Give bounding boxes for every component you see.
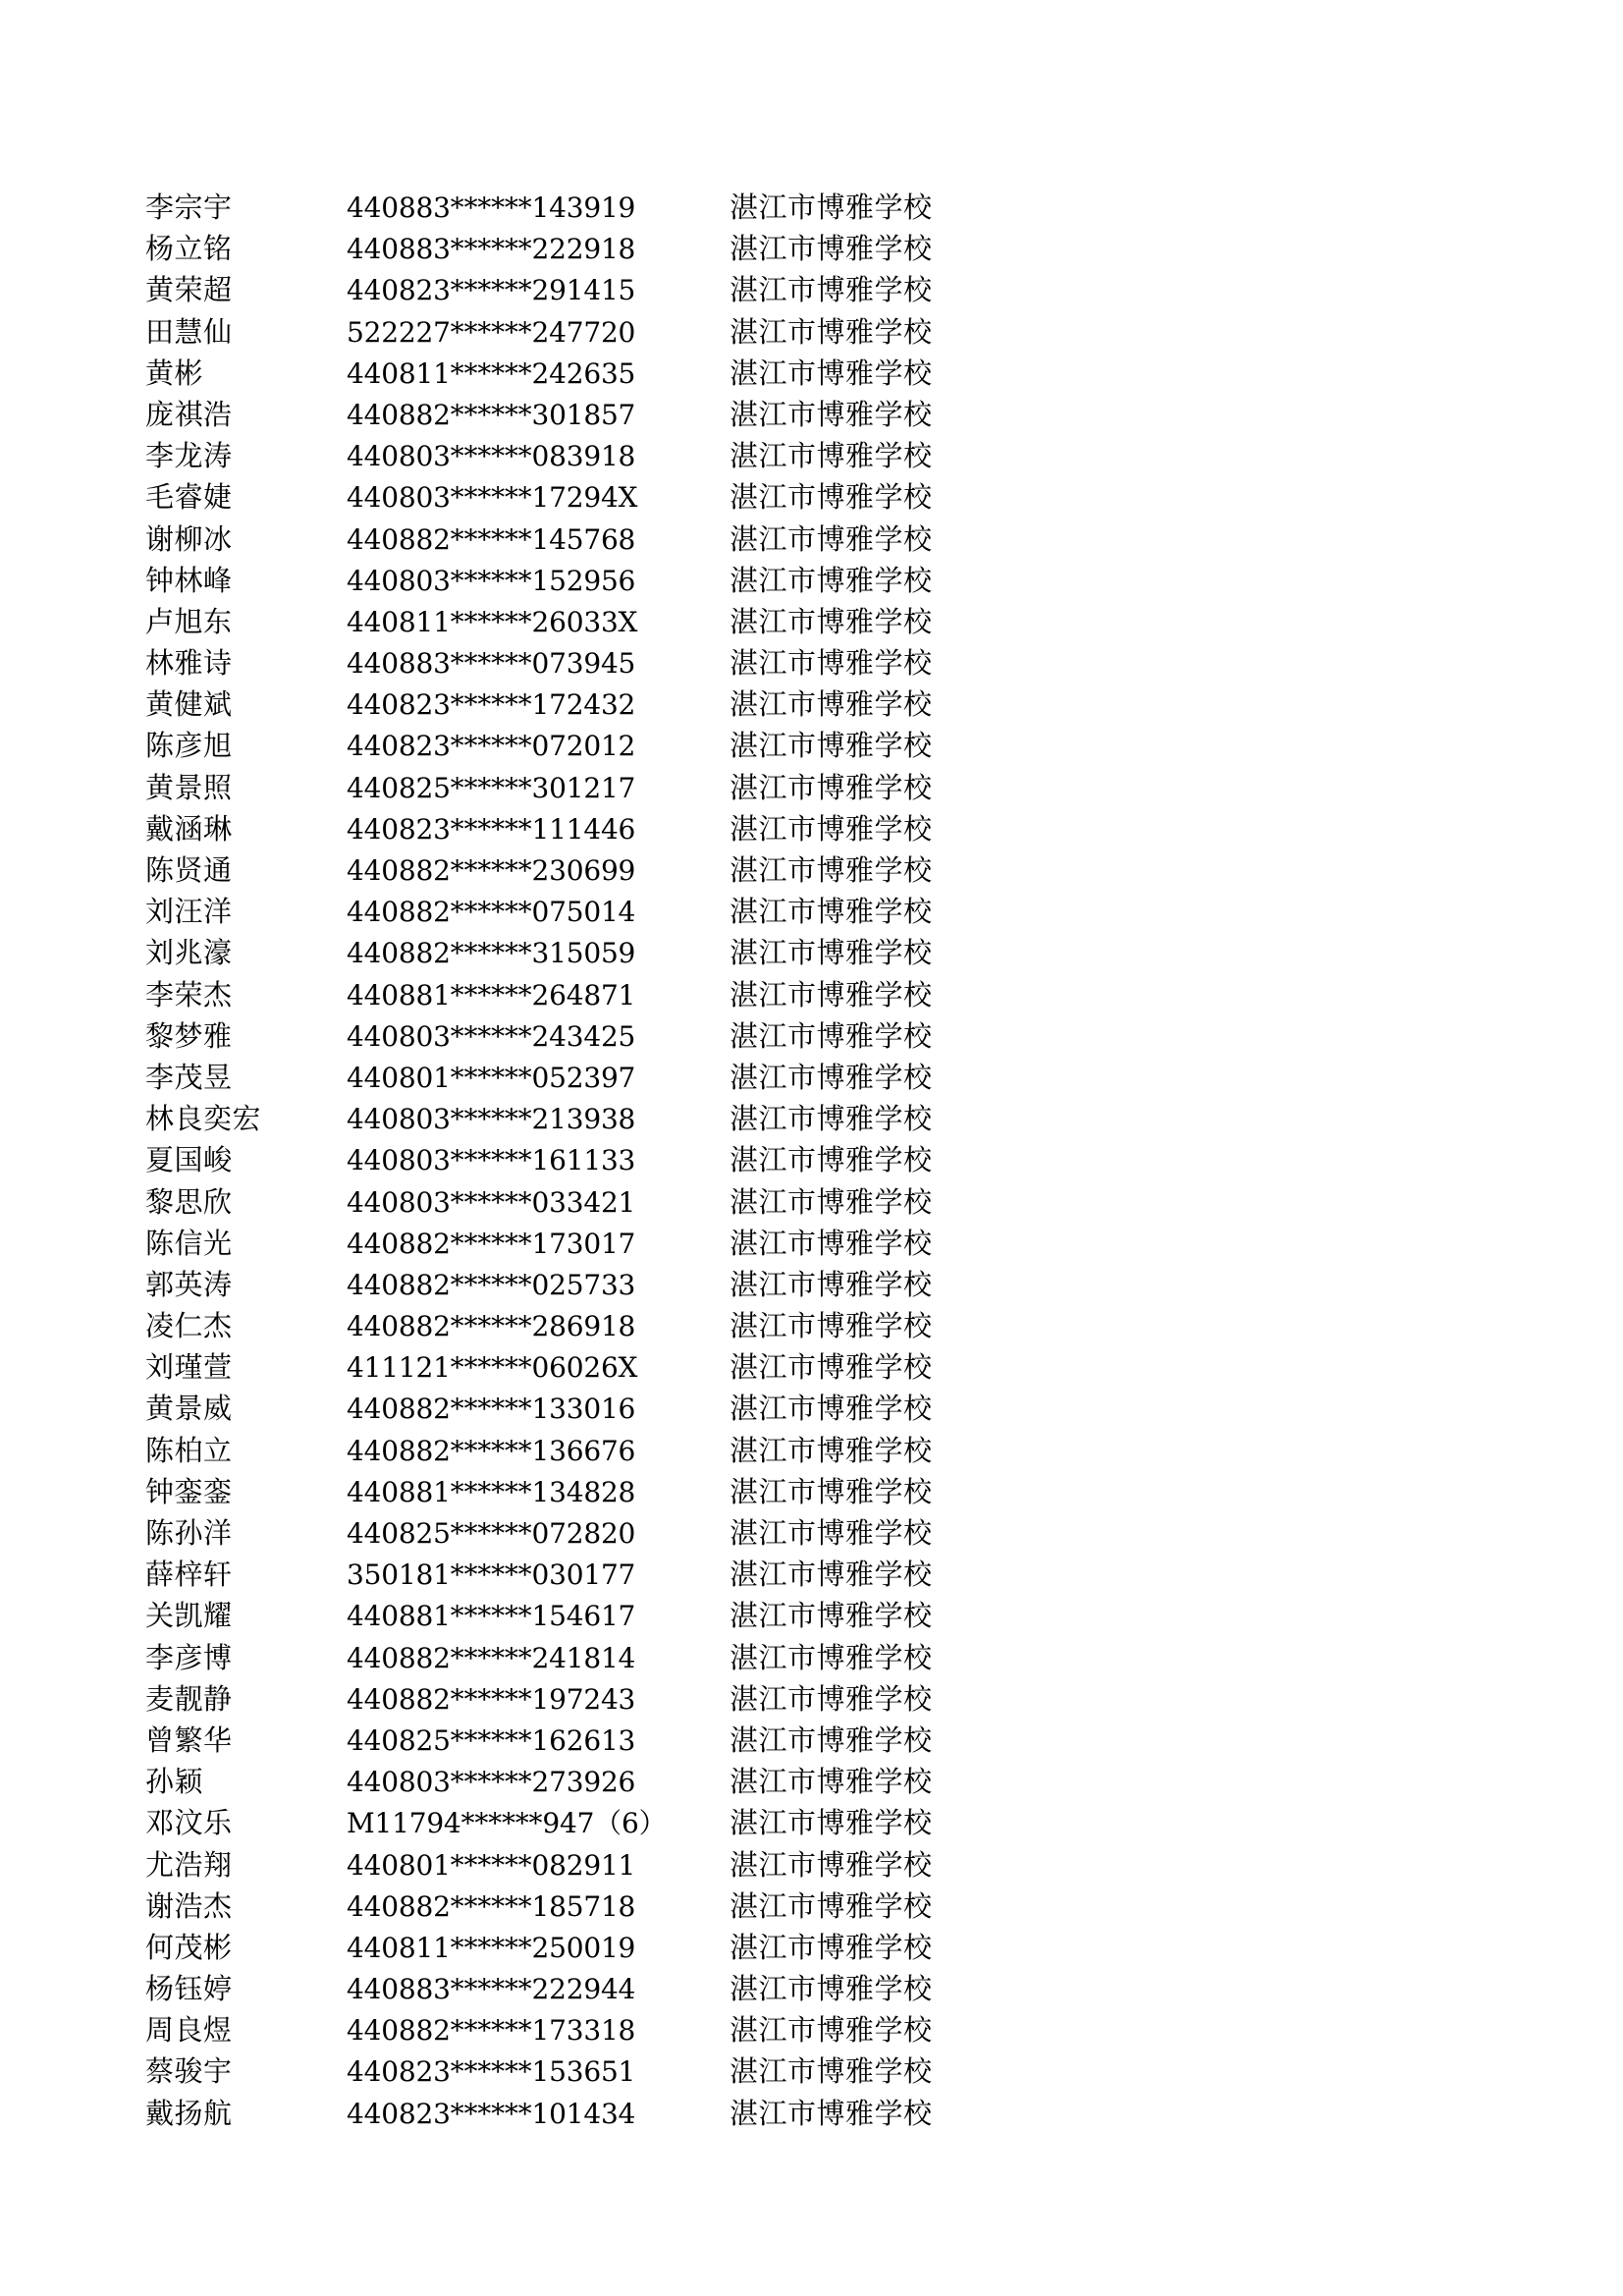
student-id-number: 440811******242635 [347, 356, 636, 390]
table-row [145, 228, 980, 269]
student-id-number: 440823******172432 [347, 688, 636, 722]
table-row [145, 476, 980, 518]
student-name: 黎梦雅 [145, 1018, 233, 1053]
student-name: 麦靓静 [145, 1681, 233, 1716]
student-school: 湛江市博雅学校 [730, 397, 933, 431]
student-school: 湛江市博雅学校 [730, 355, 933, 390]
student-id-number: 440883******222944 [347, 1973, 636, 2006]
table-row [145, 269, 980, 310]
table-row [145, 849, 980, 891]
student-name: 钟林峰 [145, 563, 233, 597]
student-school: 湛江市博雅学校 [730, 2096, 933, 2130]
student-school: 湛江市博雅学校 [730, 1018, 933, 1053]
student-id-number: 440803******273926 [347, 1766, 636, 1799]
student-name: 尤浩翔 [145, 1847, 233, 1882]
student-name: 黎思欣 [145, 1184, 233, 1219]
table-row [145, 1388, 980, 1429]
table-row [145, 560, 980, 601]
student-id-number: 440882******133016 [347, 1393, 636, 1426]
student-id-number: 440882******173318 [347, 2014, 636, 2048]
table-row [145, 311, 980, 353]
student-school: 湛江市博雅学校 [730, 604, 933, 638]
student-name: 孙颖 [145, 1765, 204, 1799]
table-row [145, 767, 980, 808]
table-row [145, 394, 980, 435]
student-school: 湛江市博雅学校 [730, 853, 933, 887]
student-name: 黄彬 [145, 355, 204, 390]
student-school: 湛江市博雅学校 [730, 563, 933, 597]
student-name: 戴涵琳 [145, 811, 233, 846]
student-school: 湛江市博雅学校 [730, 480, 933, 515]
student-id-number: 440825******301217 [347, 771, 636, 804]
table-row [145, 353, 980, 394]
table-row [145, 1720, 980, 1761]
student-id-number: 440803******243425 [347, 1019, 636, 1053]
table-row [145, 1844, 980, 1886]
table-row [145, 435, 980, 476]
table-row [145, 1761, 980, 1802]
student-school: 湛江市博雅学校 [730, 1722, 933, 1757]
student-name: 卢旭东 [145, 604, 233, 638]
student-name: 李茂昱 [145, 1060, 233, 1094]
student-school: 湛江市博雅学校 [730, 1930, 933, 1964]
student-id-number: 440882******197243 [347, 1682, 636, 1716]
student-name: 杨钰婷 [145, 1972, 233, 2006]
student-id-number: 440883******073945 [347, 647, 636, 681]
student-name: 林雅诗 [145, 646, 233, 681]
student-id-number: 440882******230699 [347, 854, 636, 887]
student-id-number: 440882******075014 [347, 896, 636, 929]
student-name: 黄景威 [145, 1392, 233, 1426]
student-school: 湛江市博雅学校 [730, 1681, 933, 1716]
student-name: 何茂彬 [145, 1930, 233, 1964]
student-id-number: 440881******134828 [347, 1475, 636, 1508]
student-school: 湛江市博雅学校 [730, 314, 933, 349]
student-name: 谢浩杰 [145, 1888, 233, 1923]
student-name: 刘瑾萱 [145, 1350, 233, 1385]
student-name: 陈信光 [145, 1226, 233, 1260]
student-name: 黄景照 [145, 770, 233, 804]
student-school: 湛江市博雅学校 [730, 1392, 933, 1426]
student-school: 湛江市博雅学校 [730, 936, 933, 970]
student-id-number: 440803******033421 [347, 1185, 636, 1219]
student-school: 湛江市博雅学校 [730, 1433, 933, 1467]
student-school: 湛江市博雅学校 [730, 1184, 933, 1219]
student-school: 湛江市博雅学校 [730, 1267, 933, 1301]
student-school: 湛江市博雅学校 [730, 439, 933, 473]
student-name: 杨立铭 [145, 232, 233, 266]
student-id-number: 440881******154617 [347, 1600, 636, 1633]
table-row [145, 519, 980, 560]
student-id-number: 440803******152956 [347, 564, 636, 597]
student-name: 凌仁杰 [145, 1309, 233, 1343]
student-id-number: 440803******213938 [347, 1103, 636, 1136]
student-id-number: 440811******26033X [347, 605, 638, 638]
student-name: 薛梓轩 [145, 1558, 233, 1592]
student-school: 湛江市博雅学校 [730, 1143, 933, 1177]
student-school: 湛江市博雅学校 [730, 1558, 933, 1592]
student-school: 湛江市博雅学校 [730, 273, 933, 307]
student-id-number: 440883******222918 [347, 233, 636, 266]
student-school: 湛江市博雅学校 [730, 1226, 933, 1260]
student-school: 湛江市博雅学校 [730, 1806, 933, 1840]
student-school: 湛江市博雅学校 [730, 1309, 933, 1343]
table-row [145, 1927, 980, 1968]
student-school: 湛江市博雅学校 [730, 2013, 933, 2048]
table-row [145, 2093, 980, 2134]
student-name: 李宗宇 [145, 191, 233, 224]
student-id-number: 440882******241814 [347, 1641, 636, 1674]
table-row [145, 1223, 980, 1264]
student-name: 关凯耀 [145, 1599, 233, 1633]
student-id-number: 440823******153651 [347, 2055, 636, 2089]
student-school: 湛江市博雅学校 [730, 1350, 933, 1385]
student-id-number: 440823******101434 [347, 2097, 636, 2130]
student-id-number: 522227******247720 [347, 315, 636, 349]
table-row [145, 683, 980, 725]
student-id-number: 350181******030177 [347, 1558, 636, 1592]
table-row [145, 1968, 980, 2009]
student-name: 夏国峻 [145, 1143, 233, 1177]
student-name: 钟銮銮 [145, 1474, 233, 1508]
table-row [145, 1346, 980, 1388]
table-row [145, 891, 980, 932]
table-row [145, 601, 980, 642]
student-id-number: 440825******162613 [347, 1723, 636, 1757]
student-id-number: 440882******286918 [347, 1310, 636, 1343]
student-id-number: M11794******947（6） [347, 1807, 667, 1840]
student-id-number: 440881******264871 [347, 978, 636, 1011]
student-name: 李荣杰 [145, 977, 233, 1011]
student-id-number: 440801******082911 [347, 1848, 636, 1882]
table-row [145, 932, 980, 973]
student-id-number: 440811******250019 [347, 1931, 636, 1964]
student-school: 湛江市博雅学校 [730, 1516, 933, 1550]
student-school: 湛江市博雅学校 [730, 977, 933, 1011]
table-row [145, 1802, 980, 1843]
student-name: 邓汶乐 [145, 1806, 233, 1840]
student-id-number: 440882******185718 [347, 1889, 636, 1923]
student-id-number: 440803******083918 [347, 440, 636, 473]
student-school: 湛江市博雅学校 [730, 646, 933, 681]
table-row [145, 642, 980, 683]
student-school: 湛江市博雅学校 [730, 1972, 933, 2006]
student-id-number: 440803******17294X [347, 481, 638, 515]
table-row [145, 1181, 980, 1223]
table-row [145, 1305, 980, 1346]
student-school: 湛江市博雅学校 [730, 1888, 933, 1923]
table-row [145, 1139, 980, 1180]
table-row [145, 1471, 980, 1512]
student-id-number: 440882******025733 [347, 1268, 636, 1301]
table-row [145, 808, 980, 849]
student-id-number: 440883******143919 [347, 191, 636, 224]
table-row [145, 1098, 980, 1139]
student-school: 湛江市博雅学校 [730, 1060, 933, 1094]
table-row [145, 187, 980, 228]
student-school: 湛江市博雅学校 [730, 729, 933, 763]
student-id-number: 440803******161133 [347, 1144, 636, 1177]
student-name: 李彦博 [145, 1640, 233, 1674]
student-name: 陈彦旭 [145, 729, 233, 763]
student-school: 湛江市博雅学校 [730, 521, 933, 556]
student-id-number: 440882******173017 [347, 1227, 636, 1260]
student-school: 湛江市博雅学校 [730, 770, 933, 804]
table-row [145, 1637, 980, 1678]
student-school: 湛江市博雅学校 [730, 1474, 933, 1508]
student-id-number: 440825******072820 [347, 1517, 636, 1550]
student-id-number: 411121******06026X [347, 1351, 638, 1385]
student-school: 湛江市博雅学校 [730, 1847, 933, 1882]
student-name: 田慧仙 [145, 314, 233, 349]
student-name: 戴扬航 [145, 2096, 233, 2130]
table-row [145, 1595, 980, 1636]
student-id-number: 440882******136676 [347, 1434, 636, 1467]
table-row [145, 2009, 980, 2050]
student-school: 湛江市博雅学校 [730, 2054, 933, 2089]
student-id-number: 440823******291415 [347, 274, 636, 307]
student-name: 黄健斌 [145, 687, 233, 722]
student-name: 陈孙洋 [145, 1516, 233, 1550]
student-school: 湛江市博雅学校 [730, 811, 933, 846]
student-name: 郭英涛 [145, 1267, 233, 1301]
table-row [145, 1264, 980, 1305]
student-school: 湛江市博雅学校 [730, 687, 933, 722]
student-name: 毛睿婕 [145, 480, 233, 515]
student-school: 湛江市博雅学校 [730, 895, 933, 929]
student-name: 刘汪洋 [145, 895, 233, 929]
student-school: 湛江市博雅学校 [730, 191, 933, 224]
student-id-number: 440823******072012 [347, 730, 636, 763]
table-row [145, 1554, 980, 1595]
student-roster-table [145, 187, 980, 2134]
table-row [145, 1015, 980, 1057]
student-id-number: 440882******145768 [347, 522, 636, 556]
student-name: 陈柏立 [145, 1433, 233, 1467]
table-row [145, 1886, 980, 1927]
student-name: 李龙涛 [145, 439, 233, 473]
student-id-number: 440823******111446 [347, 812, 636, 846]
student-school: 湛江市博雅学校 [730, 1599, 933, 1633]
table-row [145, 1678, 980, 1720]
student-id-number: 440882******315059 [347, 937, 636, 970]
table-row [145, 1430, 980, 1471]
table-row [145, 974, 980, 1015]
student-id-number: 440801******052397 [347, 1061, 636, 1094]
student-name: 蔡骏宇 [145, 2054, 233, 2089]
student-name: 黄荣超 [145, 273, 233, 307]
student-name: 谢柳冰 [145, 521, 233, 556]
table-row [145, 1057, 980, 1098]
table-row [145, 2050, 980, 2092]
student-name: 庞祺浩 [145, 397, 233, 431]
student-name: 周良煜 [145, 2013, 233, 2048]
student-school: 湛江市博雅学校 [730, 232, 933, 266]
student-school: 湛江市博雅学校 [730, 1640, 933, 1674]
table-row [145, 1512, 980, 1554]
student-id-number: 440882******301857 [347, 398, 636, 431]
table-row [145, 725, 980, 766]
student-name: 刘兆濠 [145, 936, 233, 970]
student-school: 湛江市博雅学校 [730, 1102, 933, 1136]
student-name: 陈贤通 [145, 853, 233, 887]
student-name: 林良奕宏 [145, 1102, 262, 1136]
student-school: 湛江市博雅学校 [730, 1765, 933, 1799]
student-name: 曾繁华 [145, 1722, 233, 1757]
